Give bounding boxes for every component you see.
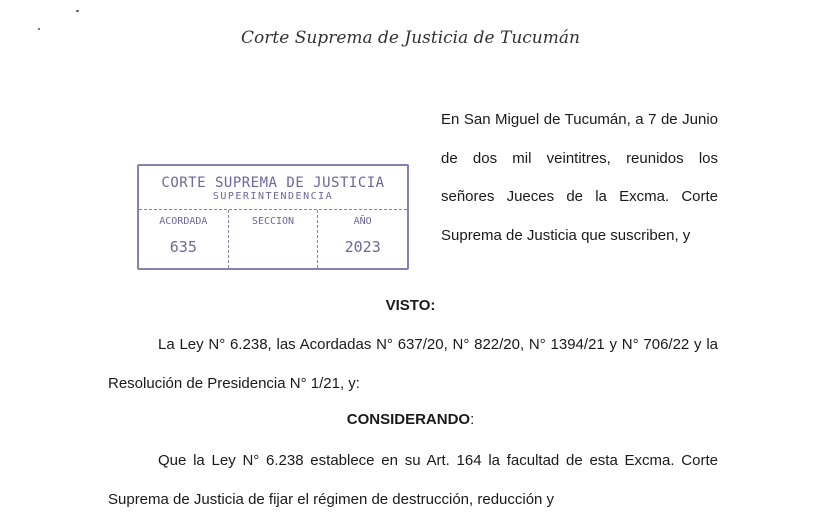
visto-heading-text: VISTO [385,297,431,314]
intro-paragraph [441,101,718,255]
stamp-title: CORTE SUPREMA DE JUSTICIA [161,175,385,191]
letterhead-title: Corte Suprema de Justicia de Tucumán [241,28,580,48]
scan-speck [76,10,79,12]
intro-text: En San Miguel de Tucumán, a 7 de Junio de dos mil veintitres, reunidos los señores Jueces de la Excma. Corte Suprema de Justicia que suscriben, y [441,111,718,244]
considerando-heading [0,411,821,428]
stamp-anio-value: 2023 [344,238,381,256]
considerando-paragraph [108,442,718,519]
stamp-grid [139,210,407,268]
stamp-acordada-value: 635 [169,238,197,256]
scan-speck [38,28,40,30]
visto-paragraph [108,326,718,403]
visto-heading-colon: : [430,297,436,314]
registry-stamp [137,164,409,270]
stamp-cell-seccion [229,210,319,268]
stamp-acordada-label: ACORDADA [159,216,208,227]
visto-text: La Ley N° 6.238, las Acordadas N° 637/20, N° 822/20, N° 1394/21 y N° 706/22 y la Resolución de Presidencia N° 1/21, y: [108,336,718,392]
considerando-text: Que la Ley N° 6.238 establece en su Art. 164 la facultad de esta Excma. Corte Suprema de Justicia de fijar el régimen de destrucción, reducción y [108,452,718,508]
visto-heading [0,297,821,314]
stamp-cell-anio [318,210,407,268]
stamp-seccion-label: SECCION [251,216,295,227]
stamp-cell-acordada [139,210,229,268]
stamp-subtitle: SUPERINTENDENCIA [212,191,334,202]
stamp-anio-label: AÑO [353,216,372,227]
considerando-heading-colon: : [470,411,475,428]
considerando-heading-text: CONSIDERANDO [346,411,471,428]
stamp-header [139,166,407,210]
